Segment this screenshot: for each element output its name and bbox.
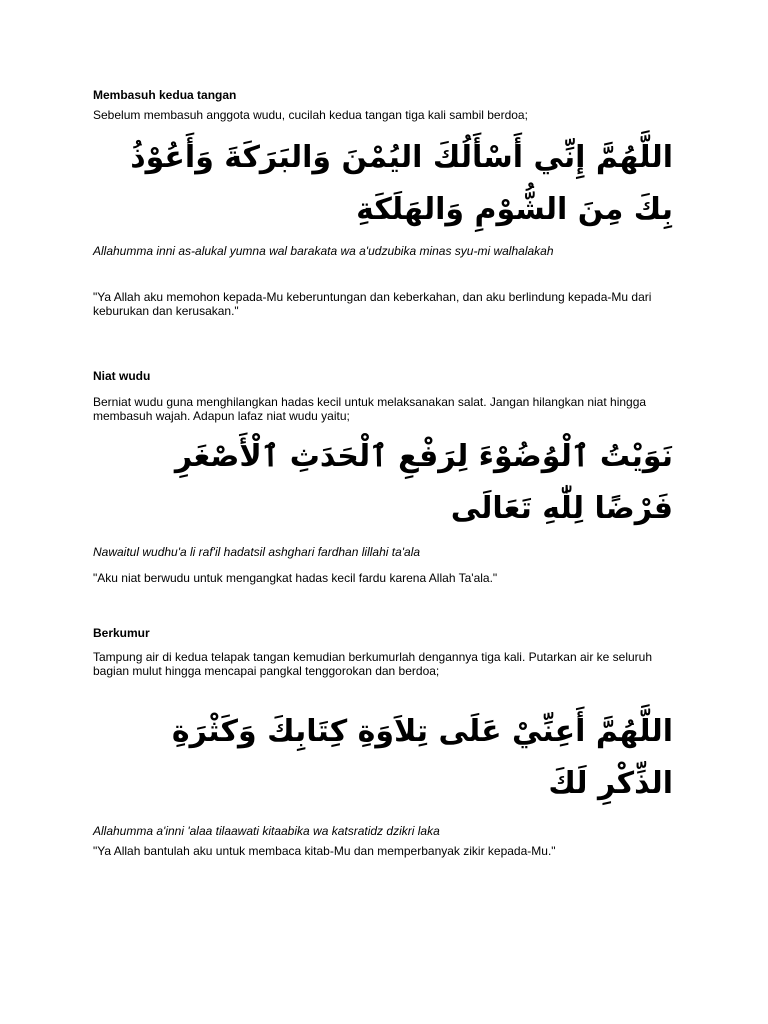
transliteration: Nawaitul wudhu'a li raf'il hadatsil ashghari fardhan lillahi ta'ala bbox=[93, 545, 421, 559]
section-intro: Tampung air di kedua telapak tangan kemudian berkumurlah dengannya tiga kali. Putarkan air ke seluruh bagian mulut hingga mencapai pangkal tenggorokan dan berdoa; bbox=[93, 650, 653, 678]
section-membasuh-tangan bbox=[93, 88, 673, 318]
section-berkumur bbox=[93, 626, 673, 858]
section-heading: Niat wudu bbox=[93, 369, 151, 383]
section-heading: Membasuh kedua tangan bbox=[93, 88, 237, 102]
translation: "Ya Allah aku memohon kepada-Mu keberuntungan dan keberkahan, dan aku berlindung kepada-Mu dari keburukan dan kerusakan." bbox=[93, 290, 652, 318]
translation: "Aku niat berwudu untuk mengangkat hadas kecil fardu karena Allah Ta'ala." bbox=[93, 571, 498, 585]
arabic-prayer: نَوَيْتُ ٱلْوُضُوْءَ لِرَفْعِ ٱلْحَدَثِ ٱلْأَصْغَرِ فَرْضًا لِلّٰهِ تَعَالَى bbox=[174, 439, 673, 526]
section-intro: Sebelum membasuh anggota wudu, cucilah kedua tangan tiga kali sambil berdoa; bbox=[93, 108, 528, 122]
section-intro: Berniat wudu guna menghilangkan hadas kecil untuk melaksanakan salat. Jangan hilangkan niat hingga membasuh wajah. Adapun lafaz niat wudu yaitu; bbox=[93, 395, 647, 423]
arabic-prayer: اللَّهُمَّ إِنِّي أَسْأَلُكَ اليُمْنَ وَالبَرَكَةَ وَأَعُوْذُ بِكَ مِنَ الشُّوْمِ وَالهَلَكَةِ bbox=[130, 140, 673, 227]
transliteration: Allahumma a'inni 'alaa tilaawati kitaabika wa katsratidz dzikri laka bbox=[93, 824, 440, 838]
section-niat-wudu bbox=[93, 369, 673, 585]
transliteration: Allahumma inni as-alukal yumna wal barakata wa a'udzubika minas syu-mi walhalakah bbox=[93, 244, 554, 258]
translation: "Ya Allah bantulah aku untuk membaca kitab-Mu dan memperbanyak zikir kepada-Mu." bbox=[93, 844, 556, 858]
arabic-prayer: اللَّهُمَّ أَعِنِّيْ عَلَى تِلاَوَةِ كِتَابِكَ وَكَثْرَةِ الذِّكْرِ لَكَ bbox=[171, 714, 673, 801]
section-heading: Berkumur bbox=[93, 626, 150, 640]
